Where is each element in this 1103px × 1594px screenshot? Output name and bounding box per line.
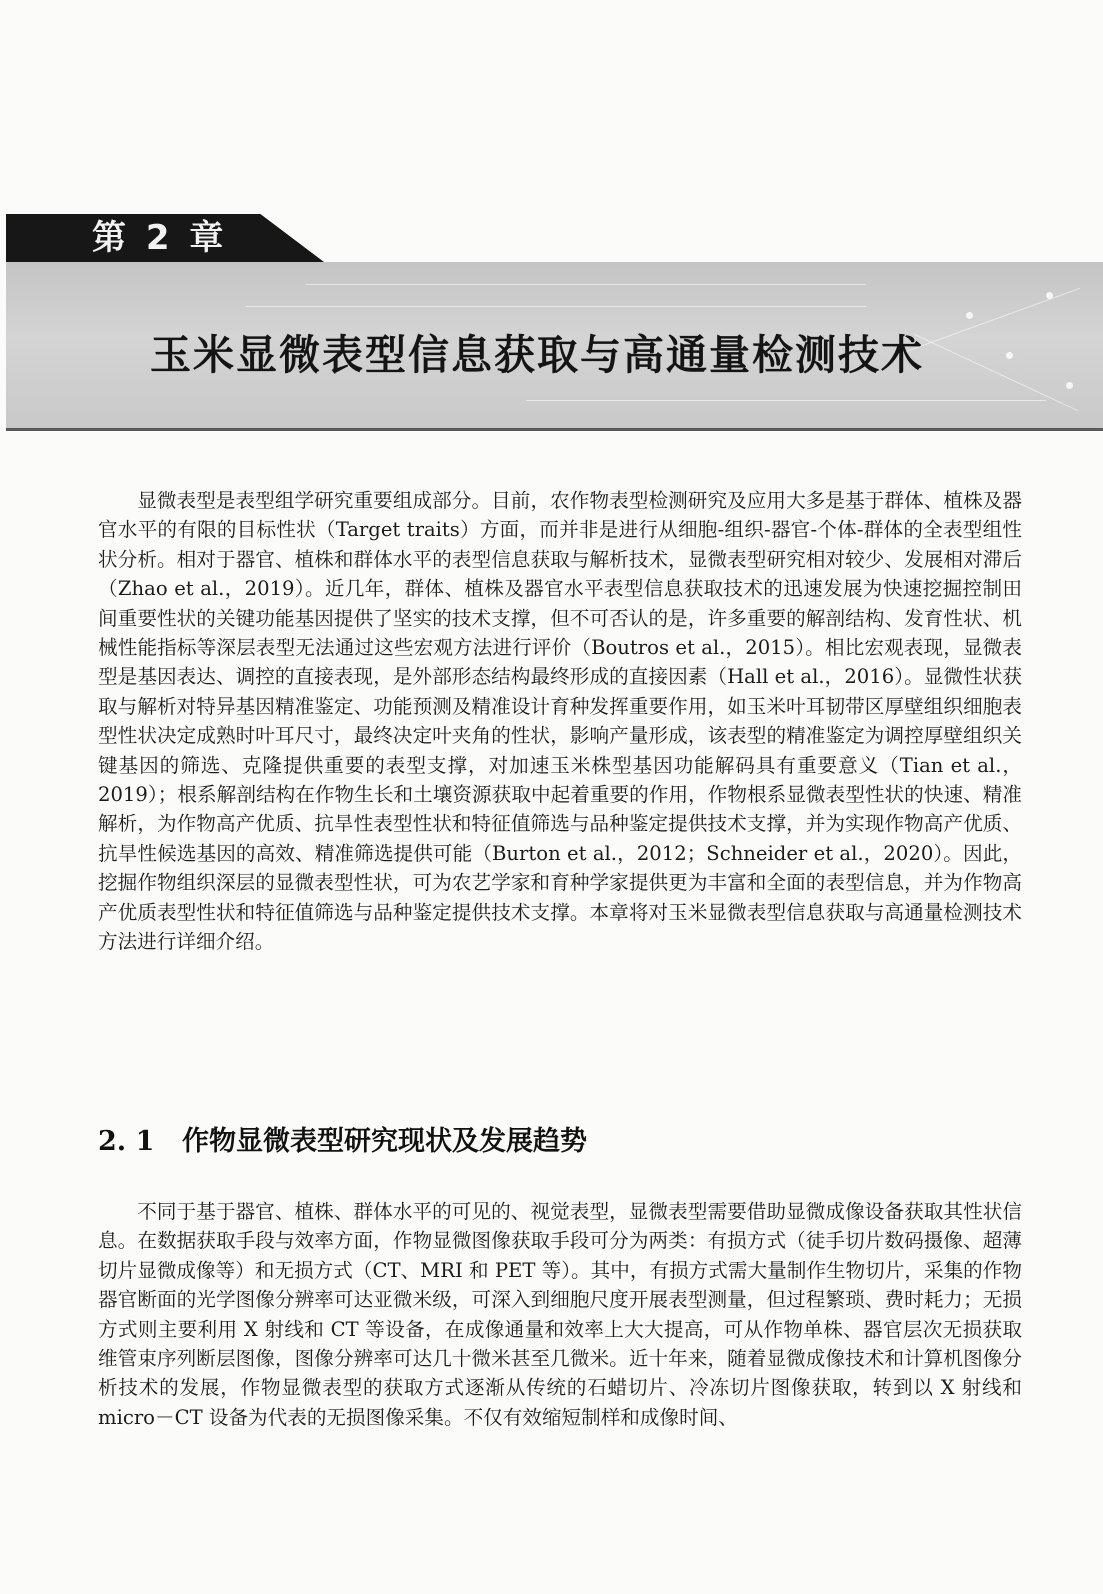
header-rule: [6, 428, 1103, 431]
network-node-icon: [1066, 382, 1073, 389]
chapter-label: 第 2 章: [92, 218, 228, 258]
network-node-icon: [1046, 292, 1053, 299]
body-paragraph: 显微表型是表型组学研究重要组成部分。目前，农作物表型检测研究及应用大多是基于群体、植株及器官水平的有限的目标性状（Target traits）方面，而并非是进行从细胞-组织-器官-个体-群体的全表型组性状分析。相对于器官、植株和群体水平的表型信息获取与解析技术，显微表型研究相对较少、发展相对滞后（Zhao et al.，2019）。近几年，群体、植株及器官水平表型信息获取技术的迅速发展为快速挖掘控制田间重要性状的关键功能基因提供了坚实的技术支撑，但不可否认的是，许多重要的解剖结构、发育性状、机械性能指标等深层表型无法通过这些宏观方法进行评价（Boutros et al.，2015）。相比宏观表现，显微表型是基因表达、调控的直接表现，是外部形态结构最终形成的直接因素（Hall et al.，2016）。显微性状获取与解析对特异基因精准鉴定、功能预测及精准设计育种发挥重要作用，如玉米叶耳韧带区厚壁组织细胞表型性状决定成熟时叶耳尺寸，最终决定叶夹角的性状，影响产量形成，该表型的精准鉴定为调控厚壁组织关键基因的筛选、克隆提供重要的表型支撑，对加速玉米株型基因功能解码具有重要意义（Tian et al.，2019）；根系解剖结构在作物生长和土壤资源获取中起着重要的作用，作物根系显微表型性状的快速、精准解析，为作物高产优质、抗旱性表型性状和特征值筛选与品种鉴定提供技术支撑，并为实现作物高产优质、抗旱性候选基因的高效、精准筛选提供可能（Burton et al.，2012；Schneider et al.，2020）。因此，挖掘作物组织深层的显微表型性状，可为农艺学家和育种学家提供更为丰富和全面的表型信息，并为作物高产优质表型性状和特征值筛选与品种鉴定提供技术支撑。本章将对玉米显微表型信息获取与高通量检测技术方法进行详细介绍。: [98, 489, 1022, 954]
section-heading: [98, 1120, 587, 1164]
network-node-icon: [966, 312, 973, 319]
decorative-line: [306, 284, 866, 285]
chapter-title: 玉米显微表型信息获取与高通量检测技术: [150, 331, 924, 379]
decorative-line: [526, 400, 1046, 401]
decorative-line: [246, 306, 866, 307]
section-number: 2. 1: [98, 1126, 155, 1157]
network-node-icon: [1006, 352, 1013, 359]
section-title: 作物显微表型研究现状及发展趋势: [182, 1126, 587, 1157]
body-paragraph: 不同于基于器官、植株、群体水平的可见的、视觉表型，显微表型需要借助显微成像设备获取其性状信息。在数据获取手段与效率方面，作物显微图像获取手段可分为两类：有损方式（徒手切片数码摄像、超薄切片显微成像等）和无损方式（CT、MRI 和 PET 等）。其中，有损方式需大量制作生物切片，采集的作物器官断面的光学图像分辨率可达亚微米级，可深入到细胞尺度开展表型测量，但过程繁琐、费时耗力；无损方式则主要利用 X 射线和 CT 等设备，在成像通量和效率上大大提高，可从作物单株、器官层次无损获取维管束序列断层图像，图像分辨率可达几十微米甚至几微米。近十年来，随着显微成像技术和计算机图像分析技术的发展，作物显微表型的获取方式逐渐从传统的石蜡切片、冷冻切片图像获取，转到以 X 射线和 micro－CT 设备为代表的无损图像采集。不仅有效缩短制样和成像时间、: [98, 1200, 1022, 1429]
